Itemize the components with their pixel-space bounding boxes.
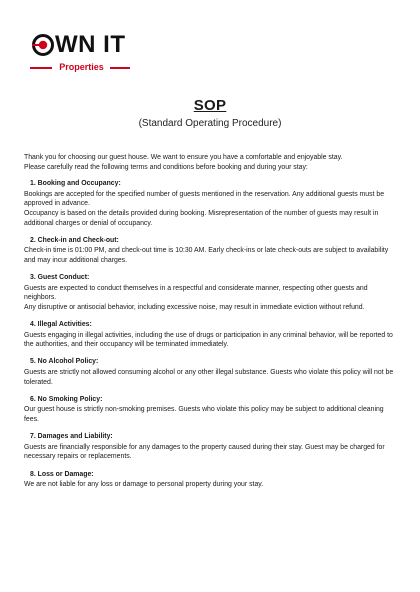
- intro-paragraph: [24, 153, 396, 172]
- logo-right-rule: [110, 67, 130, 69]
- section-paragraph: Check-in time is 01:00 PM, and check-out time is 10:30 AM. Early check-ins or late check-outs are subject to availability and may incur additional charges.: [24, 247, 389, 264]
- section-paragraph: Any disruptive or antisocial behavior, including excessive noise, may result in immediate eviction without refund.: [24, 303, 365, 311]
- logo-wordmark: [24, 32, 134, 58]
- section-illegal-activities: [24, 320, 396, 350]
- section-heading: 7. Damages and Liability:: [30, 433, 113, 441]
- section-heading: 8. Loss or Damage:: [30, 470, 94, 478]
- section-paragraph: Guests engaging in illegal activities, including the use of drugs or participation in any criminal behavior, will be reported to the authorities, and their occupancy will be terminated immediately.: [24, 331, 393, 349]
- section-no-smoking: [24, 395, 396, 425]
- section-booking: [24, 179, 396, 228]
- own-it-properties-logo: [24, 28, 134, 88]
- section-heading: 3. Guest Conduct:: [30, 274, 90, 282]
- section-paragraph: We are not liable for any loss or damage to personal property during your stay.: [24, 481, 264, 489]
- logo-word: WN IT: [55, 31, 126, 58]
- section-paragraph: Our guest house is strictly non-smoking premises. Guests who violate this policy may be subject to additional cleaning fees.: [24, 406, 384, 424]
- section-heading: 1. Booking and Occupancy:: [30, 180, 121, 188]
- section-heading: 2. Check-in and Check-out:: [30, 236, 119, 244]
- intro-line: Thank you for choosing our guest house. We want to ensure you have a comfortable and enjoyable stay.: [24, 154, 343, 161]
- section-check-in-out: [24, 236, 396, 266]
- section-paragraph: Guests are strictly not allowed consuming alcohol or any other illegal substance. Guests who violate this policy will not be tolerated.: [24, 369, 394, 386]
- section-damages-liability: [24, 432, 396, 462]
- intro-line: Please carefully read the following terms and conditions before booking and during your stay:: [24, 163, 308, 171]
- document-subtitle: (Standard Operating Procedure): [138, 118, 282, 129]
- section-heading: 4. Illegal Activities:: [30, 321, 92, 329]
- logo-target-o-icon: [32, 34, 54, 56]
- section-loss-damage: [24, 470, 396, 490]
- section-heading: 6. No Smoking Policy:: [30, 395, 103, 403]
- section-heading: 5. No Alcohol Policy:: [30, 358, 99, 366]
- logo-left-rule: [30, 67, 52, 69]
- section-paragraph: Occupancy is based on the details provided during booking. Misrepresentation of the number of guests may result in additional charges or denial of occupancy.: [24, 209, 379, 227]
- section-paragraph: Guests are expected to conduct themselves in a respectful and considerate manner, respecting other guests and neighbors.: [24, 284, 368, 302]
- section-paragraph: Guests are financially responsible for any damages to the property caused during their stay. Guest may be charged for necessary repairs or replacements.: [24, 443, 385, 461]
- section-guest-conduct: [24, 273, 396, 312]
- section-no-alcohol: [24, 357, 396, 387]
- document-body: [24, 153, 396, 497]
- section-paragraph: Bookings are accepted for the specified number of guests mentioned in the reservation. Any additional guests must be approved in advance.: [24, 190, 385, 208]
- logo-tagline: [24, 61, 134, 73]
- document-title: SOP: [193, 97, 227, 114]
- logo-sub-text: Properties: [59, 62, 104, 72]
